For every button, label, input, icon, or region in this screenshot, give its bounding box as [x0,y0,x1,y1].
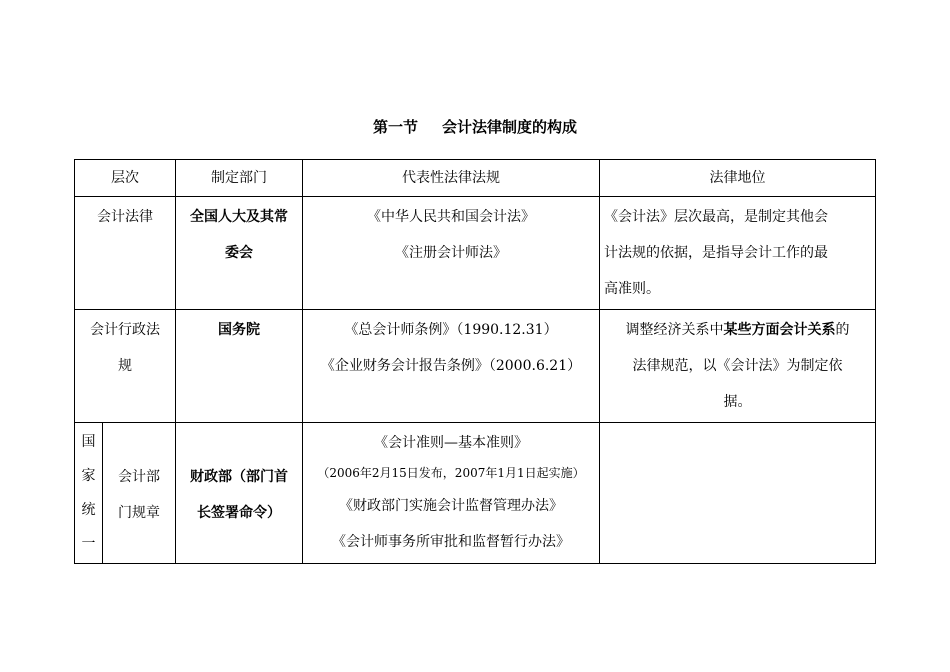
header-laws: 代表性法律法规 [303,160,600,197]
law-title: 《企业财务会计报告条例》（2000.6.21） [320,358,582,374]
table-row [75,310,876,423]
section-number: 第一节 [372,118,418,136]
law-note: （2006年2月15日发布，2007年1月1日起实施） [317,466,585,480]
department-cell [176,310,303,423]
page-title [0,116,950,137]
department-line: 委会 [225,245,253,261]
law-title: 《注册会计师法》 [395,245,507,261]
department-cell [176,423,303,564]
level-line: 会计行政法 [90,322,160,338]
level-cell [75,310,176,423]
laws-cell [303,197,600,310]
status-cell [600,310,876,423]
level-line: 门规章 [118,505,160,521]
status-line: 计法规的依据，是指导会计工作的最 [604,245,828,261]
department-cell [176,197,303,310]
header-department: 制定部门 [176,160,303,197]
table-row [75,197,876,310]
law-title: 《中华人民共和国会计法》 [367,209,535,225]
law-title: 《会计准则—基本准则》 [374,435,528,451]
law-title: 《会计师事务所审批和监督暂行办法》 [332,534,570,550]
law-title: 《财政部门实施会计监督管理办法》 [339,498,563,514]
section-heading: 会计法律制度的构成 [442,118,578,136]
level-line: 会计部 [118,469,160,485]
table-header-row [75,160,876,197]
side-label-char: 国 [81,434,96,450]
status-cell-empty [600,423,876,564]
level-line: 规 [118,358,132,374]
status-line: 据。 [723,394,752,410]
laws-cell [303,423,600,564]
laws-cell [303,310,600,423]
law-title: 《总会计师条例》（1990.12.31） [344,322,558,338]
level-cell [103,423,176,564]
level-cell [75,197,176,310]
header-level: 层次 [75,160,176,197]
legal-system-table [74,159,876,564]
side-label-char: 统 [81,502,96,518]
status-post: 的 [835,322,850,338]
status-pre: 调整经济关系中 [625,322,724,338]
department-line: 全国人大及其常 [190,209,288,225]
status-line: 高准则。 [604,281,660,297]
status-emphasis: 某些方面会计关系 [723,322,836,338]
status-line: 《会计法》层次最高，是制定其他会 [604,209,828,225]
department-line: 财政部（部门首 [190,469,288,485]
department-text: 国务院 [218,322,260,338]
side-label-cell [75,423,103,564]
table-row [75,423,876,564]
department-line: 长签署命令） [197,505,281,521]
level-text: 会计法律 [97,209,153,225]
status-line: 法律规范，以《会计法》为制定依 [632,358,843,374]
status-cell [600,197,876,310]
header-status: 法律地位 [600,160,876,197]
status-line [604,312,871,348]
side-label-char: 一 [81,536,96,552]
side-label-char: 家 [81,468,96,484]
